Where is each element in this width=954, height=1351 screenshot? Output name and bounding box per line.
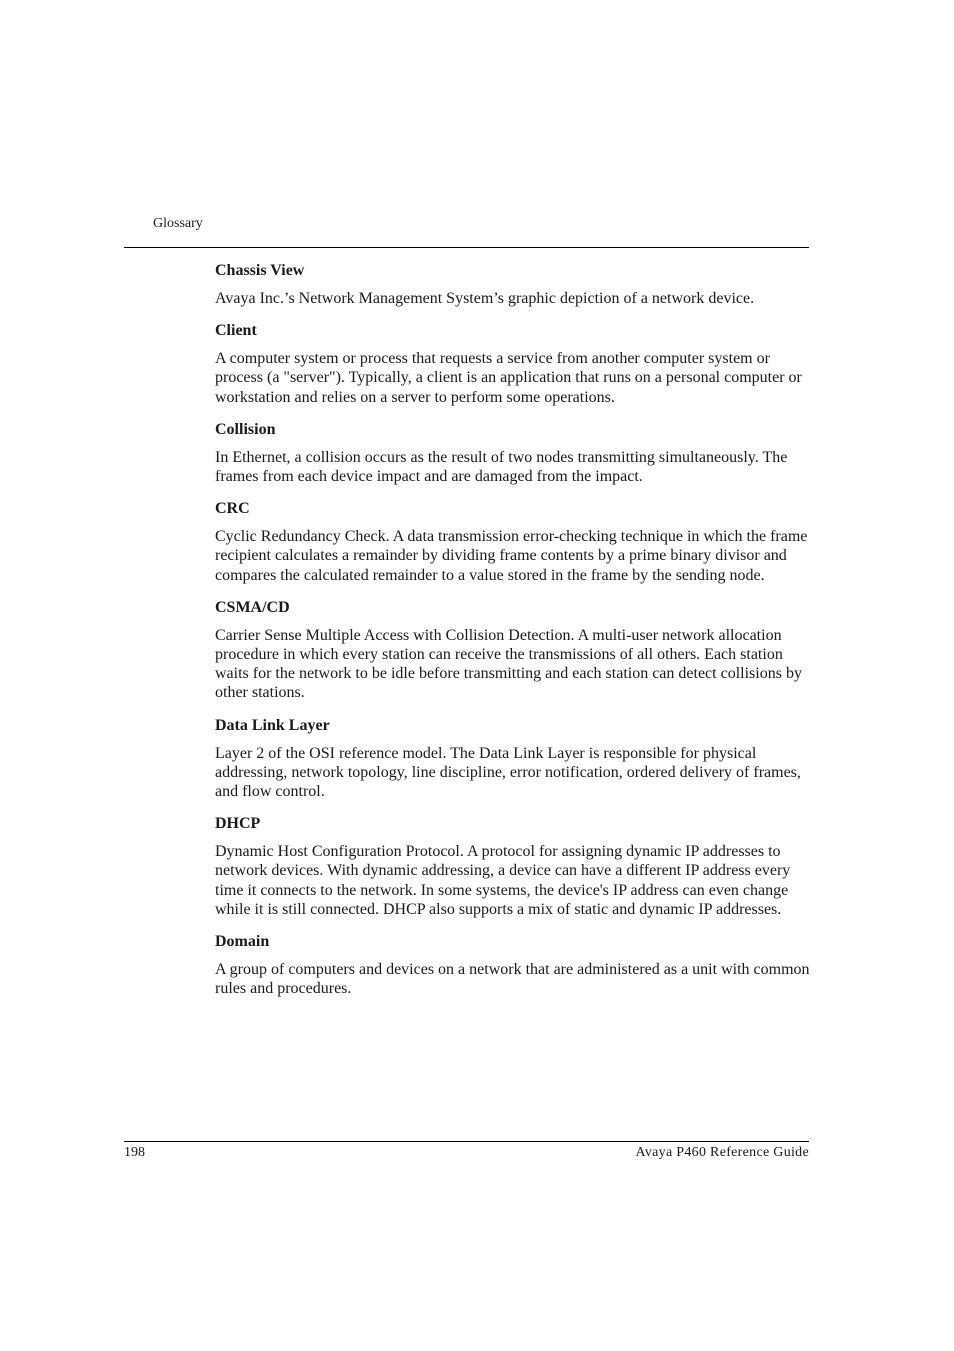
glossary-entry: [215, 499, 815, 585]
glossary-definition: Avaya Inc.’s Network Management System’s graphic depiction of a network device.: [215, 290, 755, 307]
glossary-definition: In Ethernet, a collision occurs as the result of two nodes transmitting simultaneously. The frames from each device impact and are damaged from the impact.: [215, 448, 788, 486]
glossary-term: DHCP: [215, 815, 261, 833]
glossary-definition: Dynamic Host Configuration Protocol. A protocol for assigning dynamic IP addresses to network devices. With dynamic addressing, a device can have a different IP address every time it connects to the network. In some systems, the device's IP address can even change while it is still connected. DHCP also supports a mix of static and dynamic IP addresses.: [215, 843, 791, 918]
glossary-entry: [215, 598, 815, 703]
glossary-definition: Carrier Sense Multiple Access with Collision Detection. A multi-user network allocation procedure in which every station can receive the transmissions of all others. Each station waits for the network to be idle before transmitting and each station can detect collisions by other stations.: [215, 626, 802, 702]
glossary-entry: [215, 716, 815, 802]
glossary-definition: Layer 2 of the OSI reference model. The Data Link Layer is responsible for physical addressing, network topology, line discipline, error notification, ordered delivery of frames, and flow control.: [215, 744, 801, 801]
glossary-term: Collision: [215, 420, 276, 438]
glossary-term: CSMA/CD: [215, 598, 290, 616]
glossary-definition: A group of computers and devices on a network that are administered as a unit with common rules and procedures.: [215, 961, 810, 998]
glossary-content: [215, 261, 815, 1011]
running-header: Glossary: [153, 216, 203, 231]
glossary-entry: [215, 420, 815, 486]
glossary-definition: Cyclic Redundancy Check. A data transmission error-checking technique in which the frame recipient calculates a remainder by dividing frame contents by a prime binary divisor and compares the calculated remainder to a value stored in the frame by the sending node.: [215, 528, 808, 584]
glossary-entry: [215, 932, 815, 998]
page-number: 198: [124, 1145, 145, 1160]
glossary-entry: [215, 261, 815, 308]
glossary-entry: [215, 814, 815, 919]
glossary-term: Data Link Layer: [215, 716, 330, 734]
glossary-term: Domain: [215, 933, 270, 951]
footer-rule: [124, 1141, 809, 1142]
glossary-definition: A computer system or process that requests a service from another computer system or process (a "server"). Typically, a client is an application that runs on a personal computer or workstation and relies on a server to perform some operations.: [215, 350, 802, 406]
header-rule: [124, 247, 809, 248]
glossary-entry: [215, 321, 815, 407]
document-title: Avaya P460 Reference Guide: [635, 1145, 809, 1160]
glossary-term: CRC: [215, 500, 250, 518]
glossary-term: Chassis View: [215, 262, 305, 279]
glossary-term: Client: [215, 322, 257, 340]
